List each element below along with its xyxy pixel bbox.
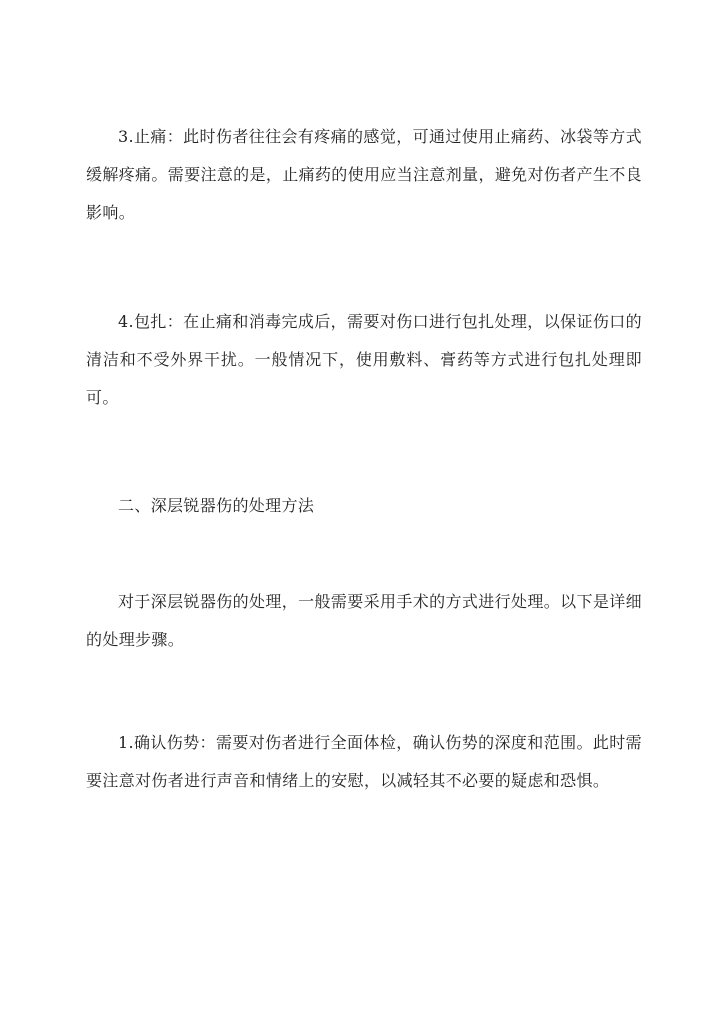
paragraph-step-3-pain-relief: 3.止痛：此时伤者往往会有疼痛的感觉，可通过使用止痛药、冰袋等方式缓解疼痛。需要注意的是，止痛药的使用应当注意剂量，避免对伤者产生不良影响。 bbox=[86, 127, 642, 222]
paragraph-step-4-bandaging: 4.包扎：在止痛和消毒完成后，需要对伤口进行包扎处理，以保证伤口的清洁和不受外界干扰。一般情况下，使用敷料、膏药等方式进行包扎处理即可。 bbox=[86, 312, 642, 407]
paragraph-section-intro: 对于深层锐器伤的处理，一般需要采用手术的方式进行处理。以下是详细的处理步骤。 bbox=[86, 592, 642, 649]
paragraph-step-1-assess-injury: 1.确认伤势：需要对伤者进行全面体检，确认伤势的深度和范围。此时需要注意对伤者进行声音和情绪上的安慰，以减轻其不必要的疑虑和恐惧。 bbox=[86, 733, 642, 790]
section-heading-deep-wound: 二、深层锐器伤的处理方法 bbox=[118, 496, 315, 515]
